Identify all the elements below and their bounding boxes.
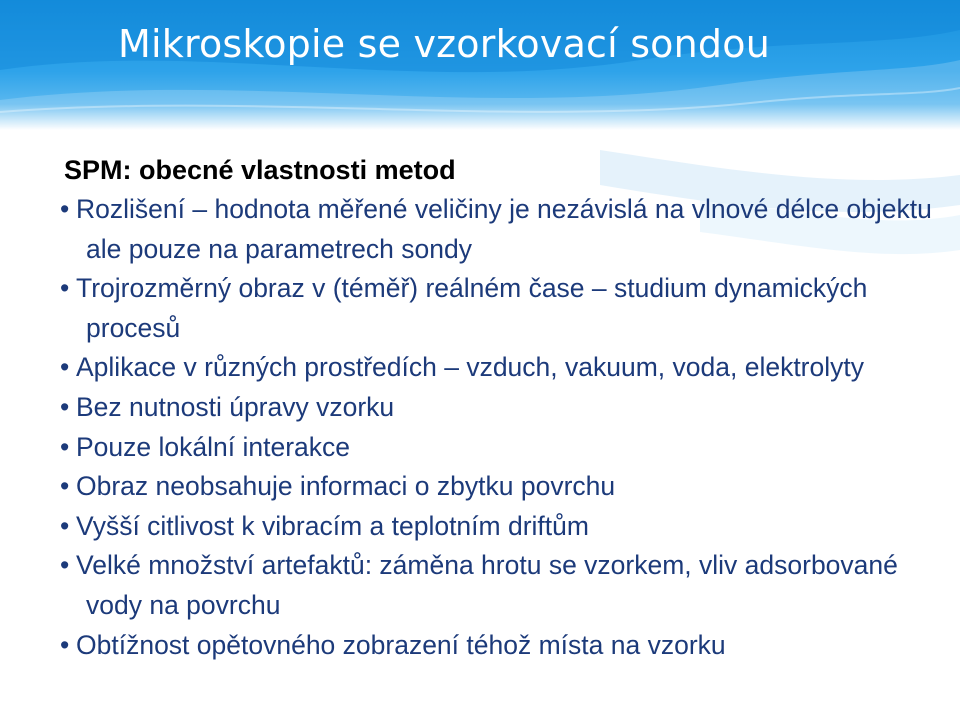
bullet-icon: •	[60, 352, 70, 383]
bullet-item	[58, 269, 938, 348]
bullet-item	[58, 428, 938, 468]
bullet-text: Obtížnost opětovného zobrazení téhož místa na vzorku	[76, 629, 726, 660]
bullet-text: Pouze lokální interakce	[76, 431, 350, 462]
bullet-list	[58, 190, 938, 665]
bullet-icon: •	[60, 550, 70, 581]
slide-content	[58, 150, 938, 665]
bullet-icon: •	[60, 391, 70, 422]
bullet-text: Obraz neobsahuje informaci o zbytku povrchu	[76, 471, 616, 502]
section-heading: SPM: obecné vlastnosti metod	[64, 155, 456, 185]
bullet-text: Velké množství artefaktů: záměna hrotu se vzorkem, vliv adsorbované vody na povrchu	[76, 550, 898, 620]
bullet-item	[58, 348, 938, 388]
bullet-text: Trojrozměrný obraz v (téměř) reálném čase – studium dynamických procesů	[76, 273, 868, 343]
bullet-icon: •	[60, 629, 70, 660]
bullet-item	[58, 546, 938, 625]
bullet-item	[58, 507, 938, 547]
bullet-icon: •	[60, 194, 70, 224]
bullet-text: Aplikace v různých prostředích – vzduch, vakuum, voda, elektrolyty	[76, 352, 864, 383]
bullet-item	[58, 626, 938, 666]
bullet-item	[58, 467, 938, 507]
bullet-text: Vyšší citlivost k vibracím a teplotním driftům	[76, 510, 589, 541]
bullet-item	[58, 388, 938, 428]
bullet-icon: •	[60, 471, 70, 502]
bullet-text: Rozlišení – hodnota měřené veličiny je nezávislá na vlnové délce objektu ale pouze na parametrech sondy	[76, 194, 932, 264]
bullet-icon: •	[60, 273, 70, 304]
slide-title: Mikroskopie se vzorkovací sondou	[118, 22, 770, 66]
bullet-item	[58, 190, 938, 269]
bullet-text: Bez nutnosti úpravy vzorku	[76, 391, 395, 422]
bullet-icon: •	[60, 431, 70, 462]
bullet-icon: •	[60, 510, 70, 541]
